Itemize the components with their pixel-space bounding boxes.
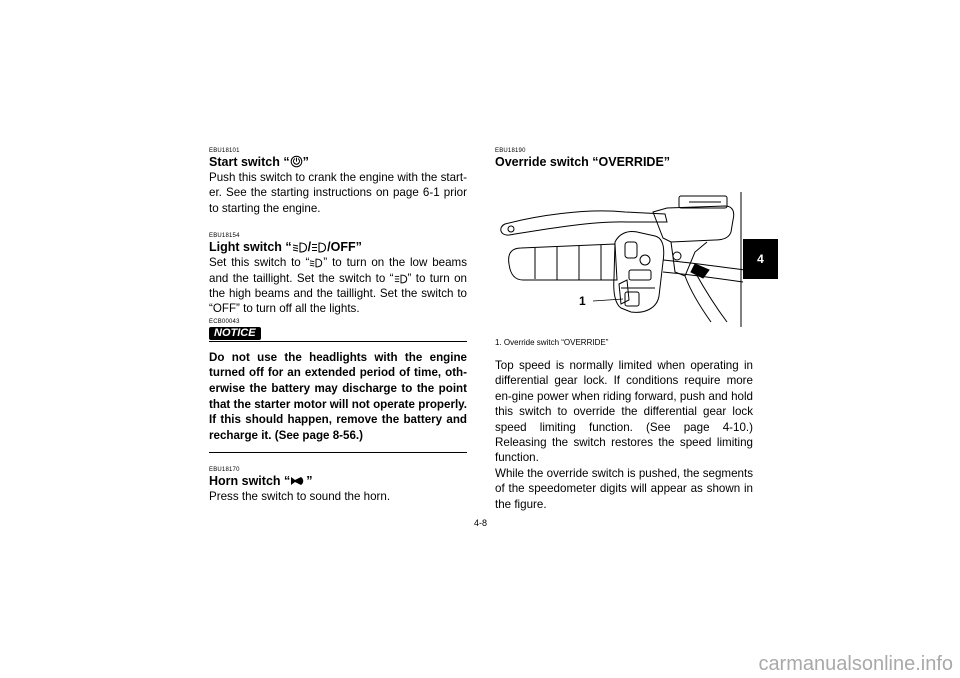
start-switch-text: Push this switch to crank the engine with the start-er. See the starting instructions on page 6-1 prior to starting the engine. <box>209 171 467 215</box>
light-switch-text: Set this switch to “ ” to turn on the low beams and the taillight. Set the switch to “ ” to turn on the high beams and the taillight. Set the switch to “OFF” to turn off all the lights. <box>209 256 467 316</box>
high-beam-inline-icon <box>394 274 408 284</box>
section-code-light: EBU18154 <box>209 233 240 240</box>
section-code-override: EBU18190 <box>495 148 526 154</box>
handlebar-switch-illustration <box>495 172 753 332</box>
override-text-1: Top speed is normally limited when operating in differential gear lock. If conditions require more en-gine power when riding forward, push and hold this switch to override the differential gear lock speed limiting function. (See page 4-10.) Releasing the switch restores the speed limiting function. <box>495 359 753 465</box>
notice-divider <box>209 341 467 342</box>
notice-text: Do not use the headlights with the engine turned off for an extended period of time, oth-erwise the battery may discharge to the point that the starter motor will not operate properly. If this should happen, remove the battery and recharge it. (See page 8-56.) <box>209 350 467 442</box>
horn-icon <box>290 475 306 487</box>
override-switch-heading: Override switch “OVERRIDE” <box>495 155 671 169</box>
notice-badge: NOTICE <box>209 327 261 340</box>
low-beam-inline-icon <box>309 258 323 268</box>
figure-caption: 1. Override switch “OVERRIDE” <box>495 338 609 347</box>
right-column <box>495 148 753 512</box>
figure-callout-1: 1 <box>579 294 586 308</box>
section-code-start: EBU18101 <box>209 148 240 154</box>
start-switch-symbol-icon <box>290 155 303 168</box>
override-text-2: While the override switch is pushed, the segments of the speedometer digits will appear as shown in the figure. <box>495 466 753 511</box>
handlebar-drawing <box>495 172 753 332</box>
low-beam-icon <box>292 242 308 253</box>
page-number: 4-8 <box>474 518 488 528</box>
section-code-horn: EBU18170 <box>209 467 240 474</box>
chapter-tab: 4 <box>743 239 778 279</box>
notice-header <box>209 327 467 342</box>
start-switch-heading: Start switch “ ” <box>209 155 309 169</box>
horn-switch-text: Press the switch to sound the horn. <box>209 490 391 504</box>
horn-switch-heading: Horn switch “ ” <box>209 474 313 489</box>
left-column <box>209 148 467 505</box>
section-code-notice: ECB00043 <box>209 318 240 325</box>
light-switch-heading: Light switch “ / /OFF” <box>209 240 362 255</box>
high-beam-icon <box>311 242 327 253</box>
watermark: carmanualsonline.info <box>758 653 953 675</box>
